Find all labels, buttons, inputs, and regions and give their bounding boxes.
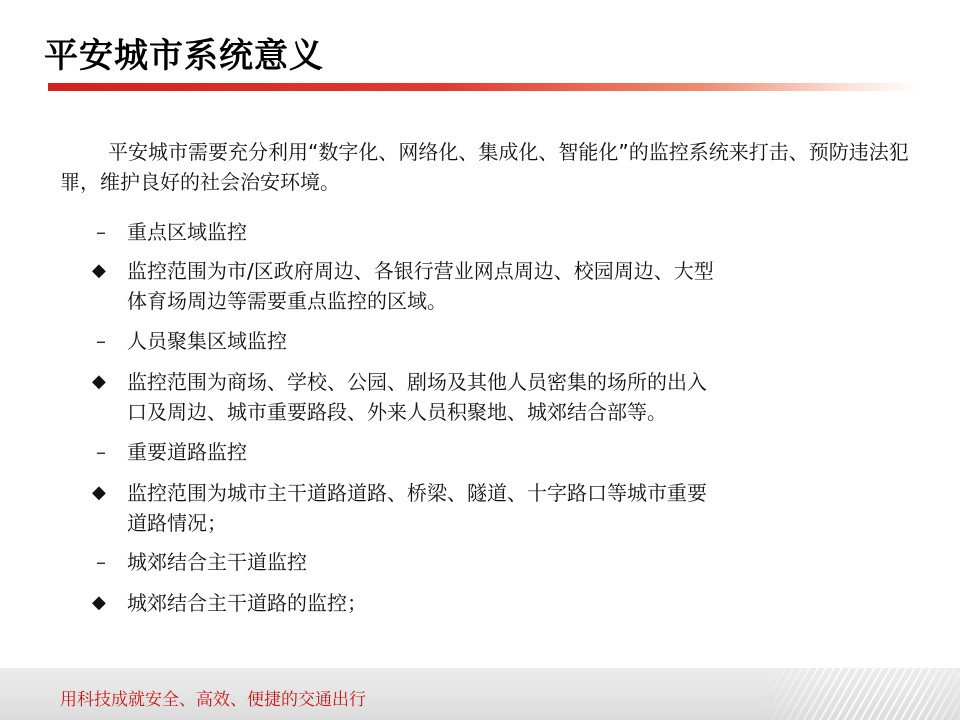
dash-bullet-icon: – [96, 220, 106, 244]
list-item-detail: 城郊结合主干道路的监控； [127, 591, 367, 615]
diamond-bullet-icon: ◆ [92, 592, 106, 613]
dash-bullet-icon: – [96, 329, 106, 353]
dash-bullet-icon: – [96, 550, 106, 574]
footer-band [0, 668, 960, 720]
footer-slogan: 用科技成就安全、高效、便捷的交通出行 [60, 690, 366, 710]
dash-bullet-icon: – [96, 440, 106, 464]
footer-stripe-decoration [760, 668, 960, 720]
list-item-label: 重点区域监控 [127, 220, 247, 244]
detail-line: 口及周边、城市重要路段、外来人员积聚地、城郊结合部等。 [127, 400, 667, 424]
intro-paragraph: 平安城市需要充分利用“数字化、网络化、集成化、智能化”的监控系统来打击、预防违法犯罪，维护良好的社会治安环境。 [60, 140, 909, 194]
detail-line: 道路情况； [127, 511, 227, 535]
detail-line: 监控范围为商场、学校、公园、剧场及其他人员密集的场所的出入 [127, 370, 707, 394]
diamond-bullet-icon: ◆ [92, 371, 106, 392]
list-item-detail [127, 367, 847, 427]
list-item-detail [127, 478, 847, 538]
diamond-bullet-icon: ◆ [92, 260, 106, 281]
list-item-label: 人员聚集区域监控 [127, 329, 287, 353]
list-item-detail [127, 256, 847, 316]
slide-title: 平安城市系统意义 [44, 36, 324, 76]
list-item-label: 重要道路监控 [127, 440, 247, 464]
detail-line: 监控范围为市/区政府周边、各银行营业网点周边、校园周边、大型 [127, 259, 714, 283]
diamond-bullet-icon: ◆ [92, 482, 106, 503]
list-item-label: 城郊结合主干道监控 [127, 550, 307, 574]
detail-line: 体育场周边等需要重点监控的区域。 [127, 289, 447, 313]
detail-line: 监控范围为城市主干道路道路、桥梁、隧道、十字路口等城市重要 [127, 481, 707, 505]
